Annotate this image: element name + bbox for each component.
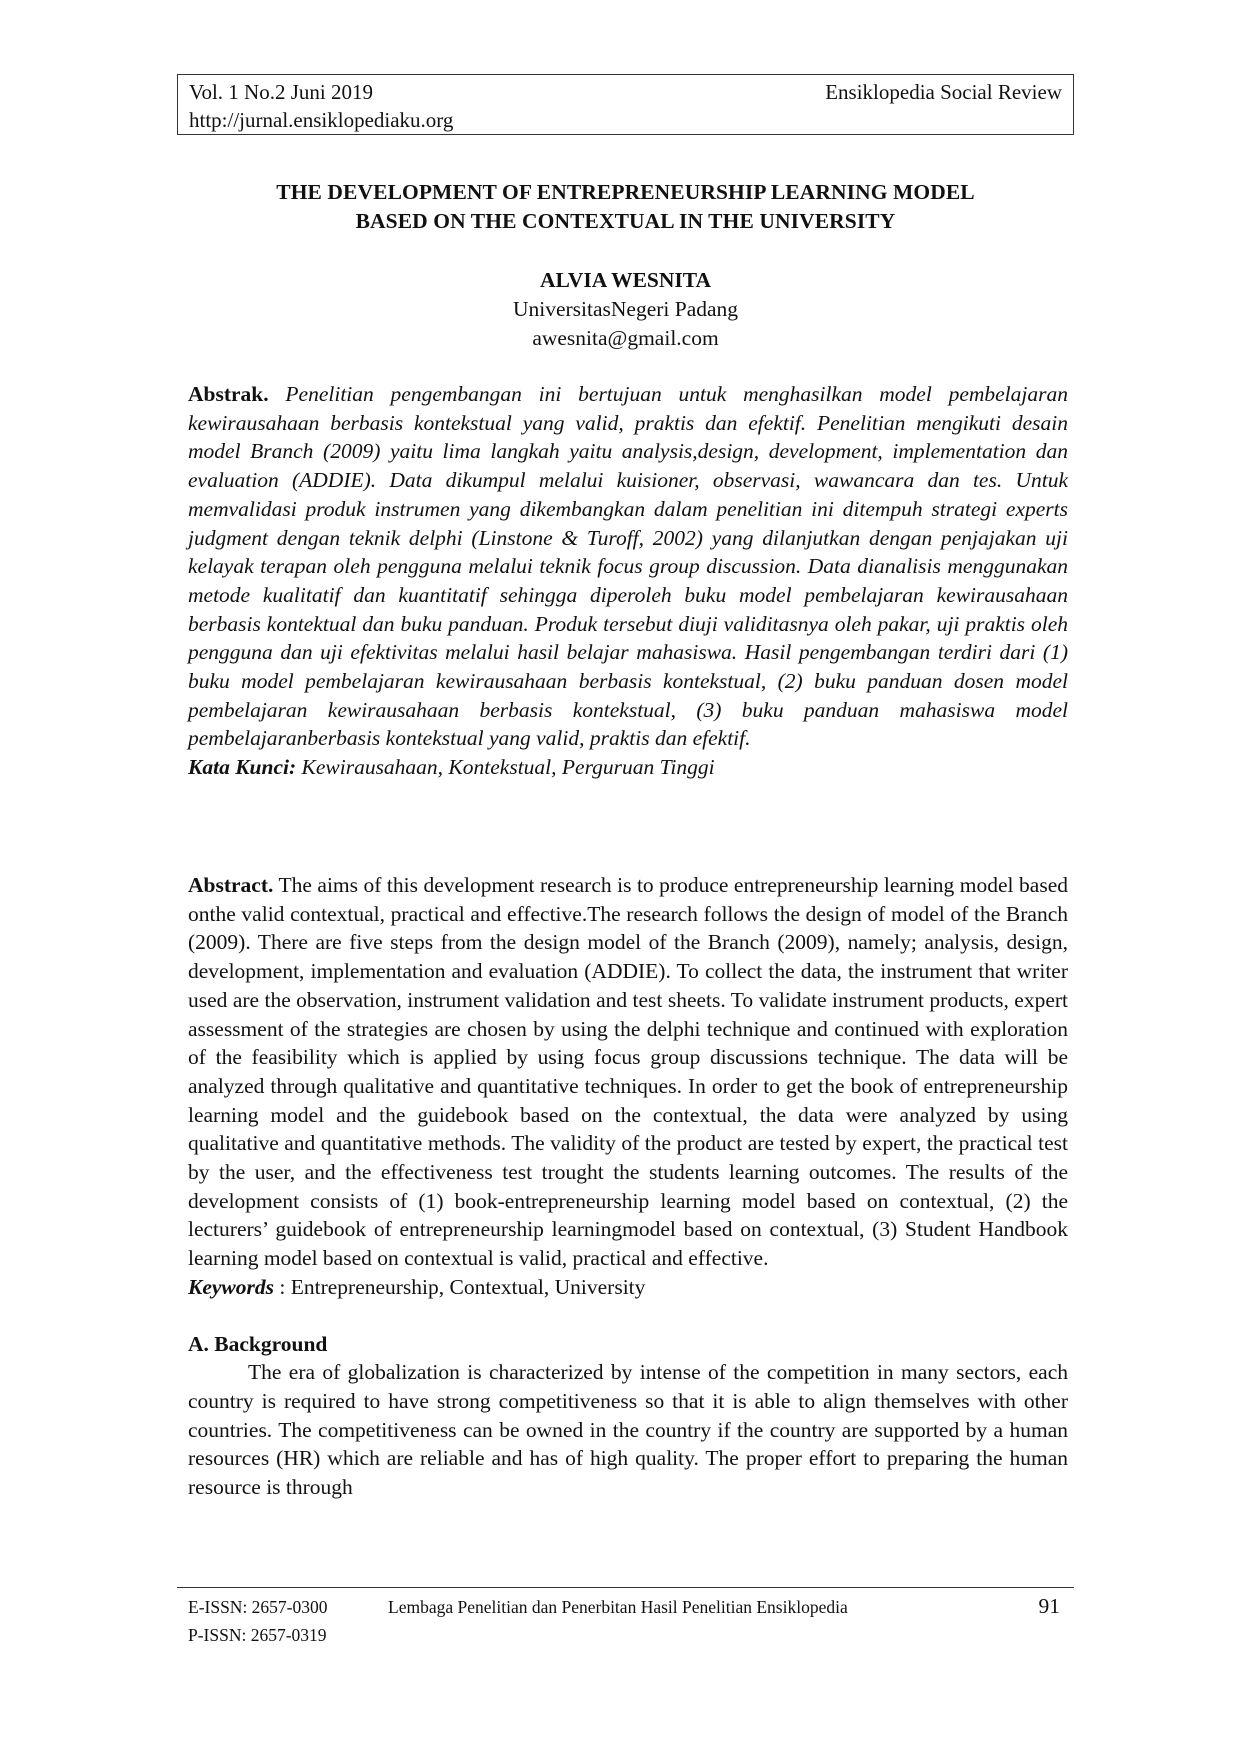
kata-kunci-values: Kewirausahaan, Kontekstual, Perguruan Tinggi xyxy=(301,755,715,780)
page-number: 91 xyxy=(1038,1594,1060,1618)
section-heading-background: A. Background xyxy=(188,1331,328,1356)
paper-title xyxy=(177,178,1074,236)
journal-volume: Vol. 1 No.2 Juni 2019 xyxy=(189,80,373,104)
journal-url: http://jurnal.ensiklopediaku.org xyxy=(189,108,454,132)
keywords-values: : Entrepreneurship, Contextual, University xyxy=(274,1274,646,1299)
kata-kunci xyxy=(188,753,1068,782)
publisher: Lembaga Penelitian dan Penerbitan Hasil Penelitian Ensiklopedia xyxy=(388,1597,848,1617)
abstract-label: Abstract. xyxy=(188,873,274,897)
title-line-2: BASED ON THE CONTEXTUAL IN THE UNIVERSITY xyxy=(355,209,896,233)
abstract-paragraph xyxy=(188,871,1068,1273)
page-footer xyxy=(188,1592,1068,1649)
kata-kunci-label: Kata Kunci: xyxy=(188,755,297,780)
background-paragraph: The era of globalization is characterized by intense of the competition in many sectors, each country is required to have strong competitiveness so that it is able to align themselves with other countries. The competitiveness can be owned in the country if the country are supported by a human resources (HR) which are reliable and has of high quality. The proper effort to preparing the human resource is through xyxy=(188,1360,1068,1500)
abstrak-section xyxy=(188,380,1068,782)
author-name: ALVIA WESNITA xyxy=(539,268,712,292)
abstrak-label: Abstrak. xyxy=(188,382,269,406)
header-row xyxy=(189,78,1062,106)
author-block xyxy=(177,266,1074,353)
journal-name: Ensiklopedia Social Review xyxy=(825,80,1062,104)
running-header xyxy=(177,74,1074,135)
pissn: P-ISSN: 2657-0319 xyxy=(188,1625,327,1645)
abstract-section xyxy=(188,871,1068,1502)
footer-divider xyxy=(177,1587,1074,1588)
abstrak-paragraph xyxy=(188,380,1068,753)
keywords xyxy=(188,1273,1068,1302)
footer-row-1 xyxy=(188,1592,1068,1621)
abstrak-text: Penelitian pengembangan ini bertujuan untuk menghasilkan model pembelajaran kewirausahaan berbasis kontekstual yang valid, praktis dan efektif. Penelitian mengikuti desain model Branch (2009) yaitu lima langkah yaitu analysis,design, development, implementation dan evaluation (ADDIE). Data dikumpul melalui kuisioner, observasi, wawancara dan tes. Untuk memvalidasi produk instrumen yang dikembangkan dalam penelitian ini ditempuh strategi experts judgment dengan teknik delphi (Linstone & Turoff, 2002) yang dilanjutkan dengan penjajakan uji kelayak terapan oleh pengguna melalui teknik focus group discussion. Data dianalisis menggunakan metode kualitatif dan kuantitatif sehingga diperoleh buku model pembelajaran kewirausahaan berbasis kontektual dan buku panduan. Produk tersebut diuji validitasnya oleh pakar, uji praktis oleh pengguna dan uji efektivitas melalui hasil belajar mahasiswa. Hasil pengembangan terdiri dari (1) buku model pembelajaran kewirausahaan berbasis kontekstual, (2) buku panduan dosen model pembelajaran kewirausahaan berbasis kontekstual, (3) buku panduan mahasiswa model pembelajaranberbasis kontekstual yang valid, praktis dan efektif. xyxy=(188,382,1068,751)
title-line-1: THE DEVELOPMENT OF ENTREPRENEURSHIP LEARNING MODEL xyxy=(276,180,975,204)
abstract-text: The aims of this development research is to produce entrepreneurship learning model based onthe valid contextual, practical and effective.The research follows the design of model of the Branch (2009). There are five steps from the design model of the Branch (2009), namely; analysis, design, development, implementation and evaluation (ADDIE). To collect the data, the instrument that writer used are the observation, instrument validation and test sheets. To validate instrument products, expert assessment of the strategies are chosen by using the delphi technique and continued with exploration of the feasibility which is applied by using focus group discussions technique. The data will be analyzed through qualitative and quantitative techniques. In order to get the book of entrepreneurship learning model and the guidebook based on the contextual, the data were analyzed by using qualitative and quantitative methods. The validity of the product are tested by expert, the practical test by the user, and the effectiveness test trought the students learning outcomes. The results of the development consists of (1) book-entrepreneurship learning model based on contextual, (2) the lecturers’ guidebook of entrepreneurship learningmodel based on contextual, (3) Student Handbook learning model based on contextual is valid, practical and effective. xyxy=(188,873,1068,1271)
footer-row-2 xyxy=(188,1621,1068,1649)
eissn: E-ISSN: 2657-0300 xyxy=(188,1597,328,1617)
author-email: awesnita@gmail.com xyxy=(532,326,719,350)
keywords-label: Keywords xyxy=(188,1274,274,1299)
author-affiliation: UniversitasNegeri Padang xyxy=(512,297,739,321)
